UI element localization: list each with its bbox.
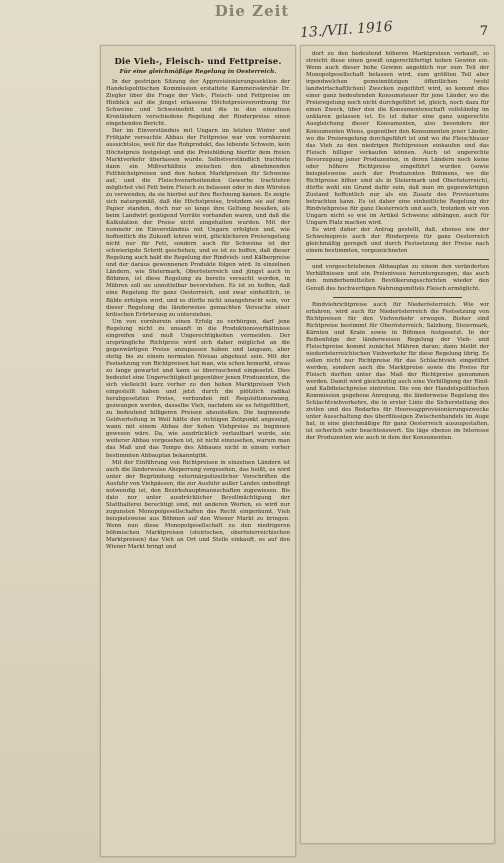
article-column-left [101,46,295,551]
page-number: 7 [479,24,488,39]
article-headline: Die Vieh-, Fleisch- und Fettpreise. [114,56,282,66]
section-divider [333,297,461,298]
article-column-right [301,46,494,442]
column-divider [306,259,489,260]
paragraph: dort zu den bedeutend höheren Marktpreisen verkauft, so streicht diese einen gewiß ungerechtfertigt hohen Gewinn ein. Wenn auch dieser hohe Gewinn angeblich nur zum Teil der Monopolgesellschaft belassen wird, zum größten Teil aber irgendwelchen gemeinnützigen öffentlichen (wohl landwirtschaftlichen) Zwecken zugeführt wird, so kommt dies einer ganz bedeutenden Konsumsteuer für jene Länder, wo die Preisregelung noch nicht durchgeführt ist, gleich, noch dazu für einen Zweck, über den die Konsumentenschaft vollständig im unklaren gelassen ist. Es ist daher eine ganz ungerechte Ausgleichung dieser Konsumenten, also besonders der Konsumenten Wiens, gegenüber den Konsumenten jener Länder, wo die Preisregelung durchgeführt ist und wo die Fleischbauer das Vieh zu den niedrigen Richtpreisen einkaufen und das Fleisch billiger verkaufen können. Auch ist ungerechte Bevorzugung jener Produzenten, in deren Ländern noch keine oder höhere Richtpreise eingeführt wurden (sowie beispielsweise auch der Produzenten Böhmens, wo die Richtpreise höher sind als in Steiermark und Oberösterreich), dürfte wohl ein Grund dafür sein, daß man im gegenwärtigen Zustand hoffentlich nur als ein Zusatz des Provisoriums betrachten kann. Es ist daher eine einheitliche Regelung der Rindviehpreise für ganz Oesterreich und auch, trotzdem wir von Ungarn nicht so wie im Artikel Schweine abhängen, auch für Ungarn Platz machen wird. [306,51,489,227]
paragraph: und vorgeschriebenen Abbauplan zu einem den veränderten Verhältnissen und ein Preisniveau heruntergezogen, das auch den minderbemittelten Bevölkerungsschichten wieder den Genuß des hochwertigen Nahrungsmittels Fleisch ermöglicht. [306,264,489,292]
paragraph: Rindviehrichtpreise auch für Niederösterreich. Wie wir erfahren, wird auch für Niederösterreich die Festsetzung von Richtpreisen für den Viehverkehr erwogen. Bisher sind Richtpreise bestimmt für Oberösterreich, Salzburg, Steiermark, Kärnten und Krain sowie in Böhmen festgesetzt. In der Reihenfolge der länderweisen Regelung der Vieh- und Fleischpreise kommt zunächst Mähren daran; dann bleibt der niederösterreichischen Viehverkehr für diese Regelung übrig. Es sollen nicht nur Richtpreise für das Schlachtvieh eingeführt werden, sondern auch die Marktpreise sowie die Preise für Fleisch durften unter das Maß der Richtpreise genommen werden. Damit wird gleichzeitig auch eine Verbilligung der Rind- und Kalbfleischpreise eintreten. Die von der Handelspolitischen Kommission gegebene Anregung, die länderweise Regelung des Schlachtviehverkehrs, die in erster Linie die Sicherstellung des zivilen und des Bedarfes für Heeresapprovisionierungszwecke unter Ausschaltung des überflüssigen Zwischenhandels im Auge hat, in eine gleichmäßige für ganz Oesterreich auszugestalten, ist sicherlich sehr beachtenswert. Sie läge ebenso im Interesse der Produzenten wie auch in dem der Konsumenten. [306,301,489,442]
paragraph: Mit der Einführung von Richtpreisen in einzelnen Ländern ist auch die länderweise Absperrung vorgesehen, das heißt, es wird unter der Begründung veterinärpolizeilicher Vorschriften die Ausfuhr von Viehpässen, die zur Ausfuhr außer Landes unbedingt notwendig ist, den Bezirkshauptmannschaften zugewiesen. Bis dato nur unter ausdrücklicher Bevollmächtigung der Statthalterei berechtigt sind, mit anderen Worten, es wird nur zugunsten Monopolgesellschaften das Recht eingeräumt, Vieh beispielsweise aus Böhmen auf den Wiener Markt zu bringen. Wenn nun diese Monopolgesellschaft zu den niedrigeren böhmischen Marktpreisen (steirischen, oberösterreichischen Marktpreisen) das Vieh an Ort und Stelle einkauft, es auf den Wiener Markt bringt und [106,459,291,551]
paragraph: In der gestrigen Sitzung der Approvisionierungssektion der Handelspolitischen Kommission erstattete Kammersekretär Dr. Ziegler über die Frage der Vieh-, Fleisch- und Fettpreise im Hinblick auf die jüngst erlassene Höchstpreisverordnung für Schweine und Schweinefett und die in den einzelnen Kronländern verschiedene Regelung der Rinderpreise einen eingehenden Bericht. [106,79,290,128]
masthead: Die Zeit [214,2,290,20]
paragraph: Um von vornherein einen Erfolg zu verbürgen, darf jene Regelung nicht zu unsanft in die Produktionsverhältnisse eingreifen und muß Ungerechtigkeiten vermeiden. Der ursprüngliche Richtpreis wird sich daher möglichst an die gegenwärtigen Preise anzupassen haben und langsam, aber stetig bis zu einem normalen Niveau abgebaut sein. Mit der Festsetzung von Richtpreisen hat man, wie schon bemerkt, etwas zu lange gewartet und kann so überraschend eingesetzt. Dies bedeutet eine Ungerechtigkeit gegenüber jenen Produzenten, die sich vielleicht kurz vorher zu den hohen Marktpreisen Vieh eingestellt haben und jetzt durch die plötzlich radikal herabgesetzten Preise, verbunden mit Requisitionszwang, gezwungen werden, dasselbe Vieh, nachdem sie es fettgefüttert, zu bedeutend billigeren Preisen abzustoßen. Die beginnende Geldverteilung in Weil hätte den richtigen Zeitpunkt angezeigt, wann mit einem Abbau der hohen Viehpreise zu beginnen gewesen wäre. Da, wie ausdrücklich verlautbart wurde, ein weiterer Abbau vorgesehen ist, ist nicht einzusehen, warum man das Maß und das Tempo des Abbaues nicht in einem vorher bestimmten Abbauplan bekanntgibt. [106,318,290,459]
article-subheadline: Für eine gleichmäßige Regelung in Oesterreich. [119,69,277,75]
clipping-left-column [100,45,296,857]
paragraph: Es wird daher der Antrag gestellt, daß, ebenso wie der Schweinepreis auch der Rinderpreis für ganz Oesterreich gleichmäßig geregelt und durch Festsetzung der Preise nach einem bestimmten, vorgezeichneten [306,227,489,255]
paragraph: Der im Einverständnis mit Ungarn im letzten Winter und Frühjahr versuchte Abbau der Fettpreise war von vornherein aussichtslos, weil für das Rohprodukt, das lebende Schwein, kein Höchstpreis festgelegt und die Preisbildung hierfür dem freien Marktverkehr überlassen wurde. Selbstverständlich trachtete dann ein Mißverhältnis zwischen den abnehmenden Fetthöchstpreisen und den hohen Marktpreisen für Schweine auf, und die Fleischverarbeitenden Gewerbe trachteten möglichst viel Fett beim Fleisch zu belassen oder in den Würsten zu verwenden, da sie hierbei auf ihre Rechnung kamen. Es zeigte sich naturgemäß, daß die Höchstpreise, trotzdem sie auf dem Papier standen, doch nur so lange ihre Geltung besaßen, als beim Landwirt genügend Vorräte vorhanden waren, und daß die Kalkulation der Preise nicht eingehalten wurden. Mit der nunmehr im Einverständnis mit Ungarn erfolgten und, wie hoffentlich die Zukunft lehren wird, glücklicheren Preisregelung nicht nur für Fett, sondern auch für Schweine ist der schwierigste Schritt geschehen, und es ist zu hoffen, daß dieser Regelung auch bald die Regelung der Rindvieh- und Kälberpreise und der daraus gewonnenen Produkte folgen wird. In einzelnen Ländern, wie Steiermark, Oberösterreich und jüngst auch in Böhmen, ist diese Regelung zu bereits versucht worden, in Mähren soll sie unmittelbar bevorstehen. Es ist zu hoffen, daß eine Regelung für ganz Oesterreich, und zwar einheitlich, in Bälde erfolgen wird, und es dürfte nicht unangebracht sein, vor dieser Regelung die länderweise gemachten Versuche einer kritischen Erörterung zu unterziehen. [106,128,290,318]
handwritten-date: 13./VII. 1916 [299,18,394,42]
clipping-right-column [300,45,495,844]
